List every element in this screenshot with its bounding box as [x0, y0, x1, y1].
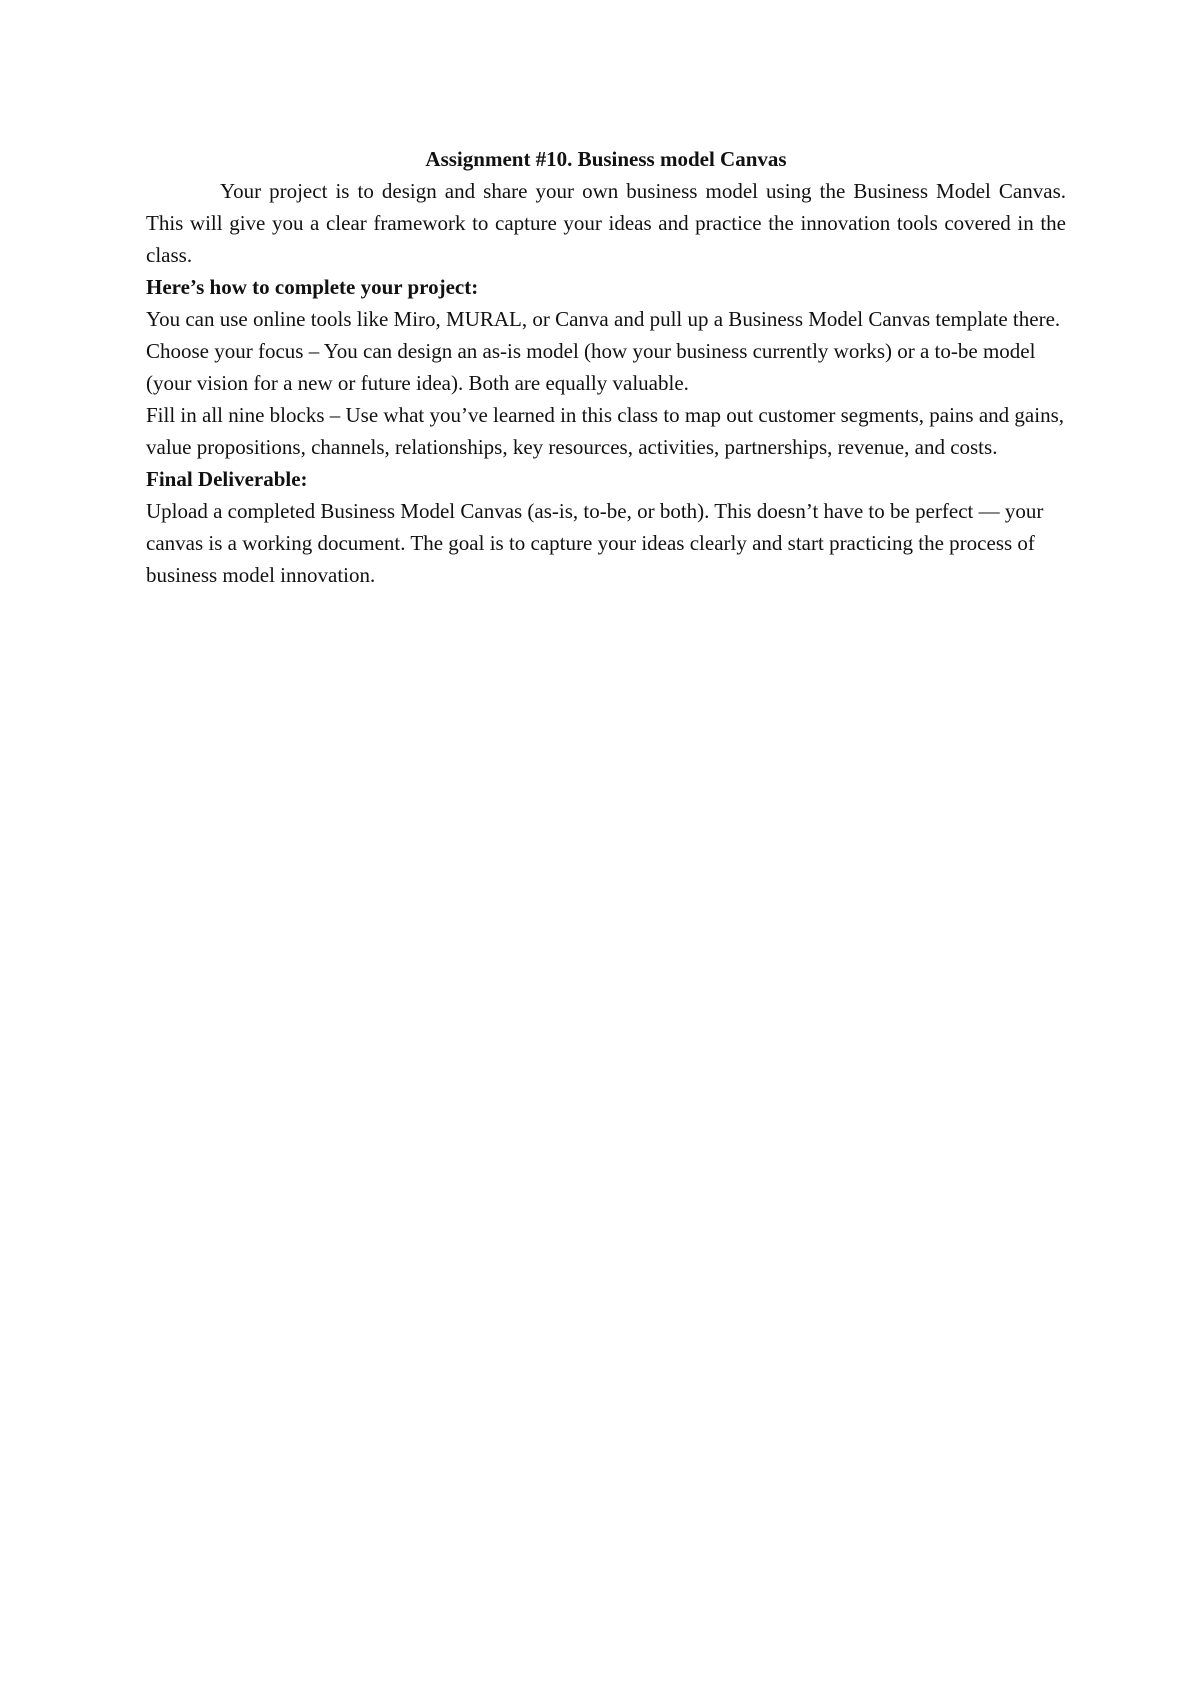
deliverable-heading: Final Deliverable:	[146, 467, 308, 491]
document-body	[146, 143, 1066, 591]
step-focus-paragraph: Choose your focus – You can design an as-is model (how your business currently works) or a to-be model (your vision for a new or future idea). Both are equally valuable.	[146, 339, 1036, 395]
step-blocks-paragraph: Fill in all nine blocks – Use what you’ve learned in this class to map out customer segments, pains and gains, value propositions, channels, relationships, key resources, activities, partnerships, revenue, and costs.	[146, 403, 1065, 459]
deliverable-paragraph: Upload a completed Business Model Canvas (as-is, to-be, or both). This doesn’t have to be perfect — your canvas is a working document. The goal is to capture your ideas clearly and start practicing the process of business model innovation.	[146, 499, 1044, 587]
how-to-heading: Here’s how to complete your project:	[146, 275, 479, 299]
step-tools-paragraph: You can use online tools like Miro, MURAL, or Canva and pull up a Business Model Canvas template there.	[146, 307, 1061, 331]
document-title: Assignment #10. Business model Canvas	[425, 147, 787, 171]
intro-paragraph: Your project is to design and share your own business model using the Business Model Canvas. This will give you a clear framework to capture your ideas and practice the innovation tools covered in the class.	[146, 179, 1066, 267]
